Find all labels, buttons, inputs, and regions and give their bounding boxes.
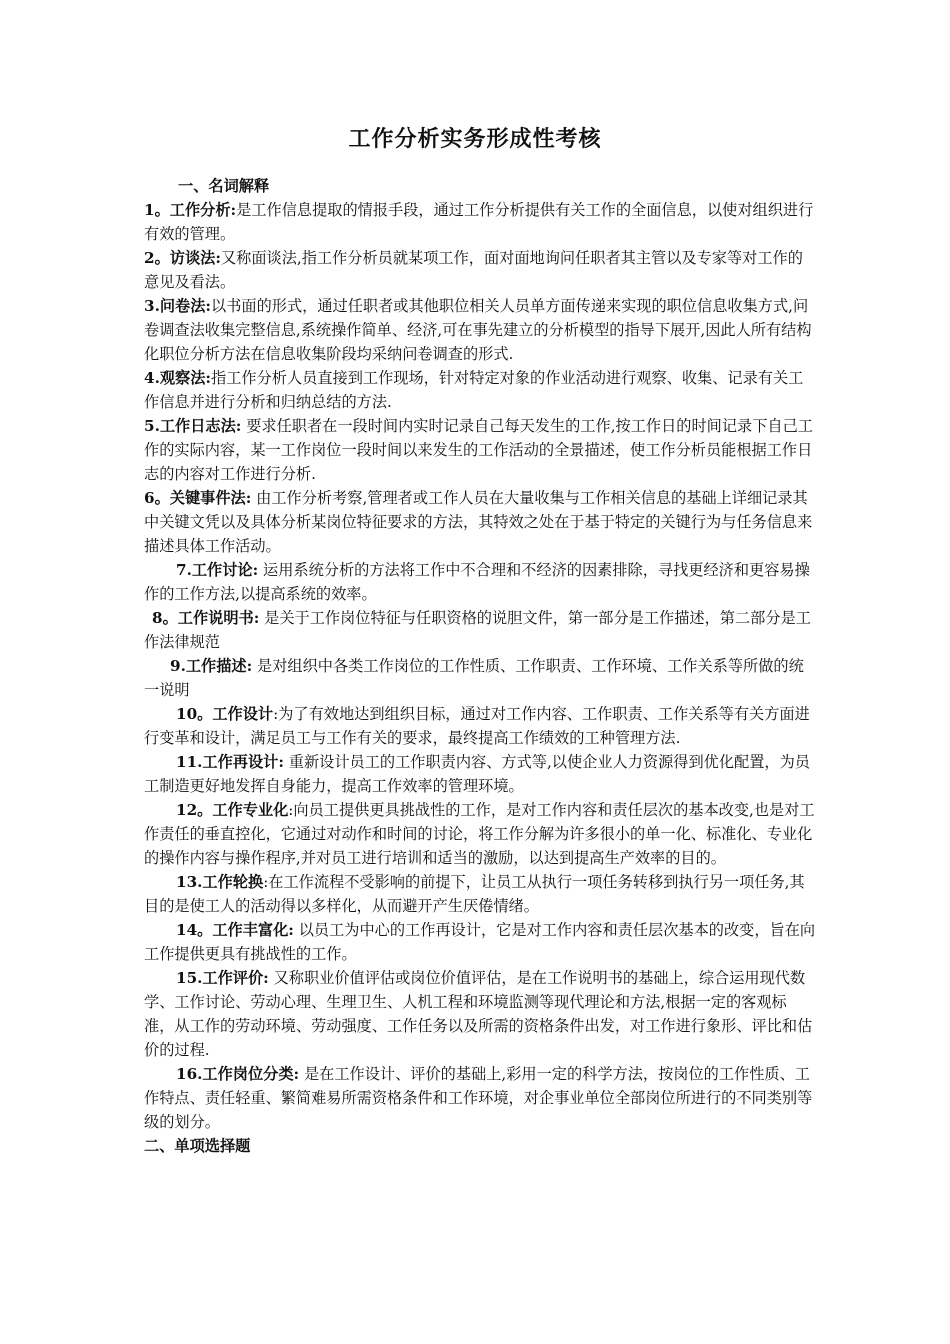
term-label: 4.观察法: <box>144 369 212 387</box>
term-definition: 又称面谈法,指工作分析员就某项工作，面对面地询问任职者其主管以及专家等对工作的意见及看法。 <box>144 249 803 291</box>
term-entry-3 <box>144 294 816 366</box>
term-entry-12 <box>144 798 816 870</box>
term-entry-9 <box>144 654 816 702</box>
section-heading-single-choice: 二、单项选择题 <box>144 1137 251 1155</box>
term-entry-1 <box>144 198 816 246</box>
term-label: 8。工作说明书: <box>152 609 260 627</box>
term-definition: :在工作流程不受影响的前提下，让员工从执行一项任务转移到执行另一项任务,其目的是使工人的活动得以多样化，从而避开产生厌倦情绪。 <box>144 873 805 915</box>
term-entry-7 <box>144 558 816 606</box>
term-label: 15.工作评价: <box>176 969 269 987</box>
term-label: 6。关键事件法: <box>144 489 252 507</box>
term-entry-16 <box>144 1062 816 1134</box>
term-entry-6 <box>144 486 816 558</box>
term-definition: 以员工为中心的工作再设计，它是对工作内容和责任层次基本的改变，旨在向工作提供更具有挑战性的工作。 <box>144 921 816 963</box>
term-definition: :为了有效地达到组织目标，通过对工作内容、工作职责、工作关系等有关方面进行变革和设计，满足员工与工作有关的要求，最终提高工作绩效的工种管理方法. <box>144 705 810 747</box>
term-entry-15 <box>144 966 816 1062</box>
term-definition: 重新设计员工的工作职责内容、方式等,以使企业人力资源得到优化配置，为员工制造更好地发挥自身能力，提高工作效率的管理环境。 <box>144 753 810 795</box>
term-entry-8 <box>144 606 816 654</box>
term-label: 13.工作轮换 <box>176 873 264 891</box>
term-definition: 是工作信息提取的情报手段，通过工作分析提供有关工作的全面信息，以使对组织进行有效的管理。 <box>144 201 814 243</box>
term-definition: 运用系统分析的方法将工作中不合理和不经济的因素排除，寻找更经济和更容易操作的工作方法,以提高系统的效率。 <box>144 561 810 603</box>
term-label: 11.工作再设计: <box>176 753 284 771</box>
term-definition: 由工作分析考察,管理者或工作人员在大量收集与工作相关信息的基础上详细记录其中关键文凭以及具体分析某岗位特征要求的方法，其特效之处在于基于特定的关键行为与任务信息来描述具体工作活动。 <box>144 489 813 555</box>
term-label: 2。访谈法: <box>144 249 221 267</box>
term-label: 3.问卷法: <box>144 297 212 315</box>
term-label: 14。工作丰富化: <box>176 921 294 939</box>
page-title: 工作分析实务形成性考核 <box>348 127 602 152</box>
section-heading-terms: 一、名词解释 <box>178 177 270 195</box>
term-label: 16.工作岗位分类: <box>176 1065 300 1083</box>
term-label: 10。工作设计 <box>176 705 274 723</box>
term-entry-5 <box>144 414 816 486</box>
term-definition: 指工作分析人员直接到工作现场，针对特定对象的作业活动进行观察、收集、记录有关工作信息并进行分析和归纳总结的方法. <box>144 369 804 411</box>
term-entry-11 <box>144 750 816 798</box>
term-entry-10 <box>144 702 816 750</box>
term-entry-13 <box>144 870 816 918</box>
term-entry-4 <box>144 366 816 414</box>
term-definition: 又称职业价值评估或岗位价值评估，是在工作说明书的基础上，综合运用现代数学、工作讨论、劳动心理、生理卫生、人机工程和环境监测等现代理论和方法,根据一定的客观标准，从工作的劳动环境、劳动强度、工作任务以及所需的资格条件出发，对工作进行象形、评比和估价的过程. <box>144 969 813 1059</box>
document-body <box>144 174 816 1158</box>
term-entry-14 <box>144 918 816 966</box>
term-definition: :向员工提供更具挑战性的工作，是对工作内容和责任层次的基本改变,也是对工作责任的垂直控化，它通过对动作和时间的讨论，将工作分解为许多很小的单一化、标准化、专业化的操作内容与操作程序,并对员工进行培训和适当的激励，以达到提高生产效率的目的。 <box>144 801 815 867</box>
term-definition: 是在工作设计、评价的基础上,彩用一定的科学方法，按岗位的工作性质、工作特点、责任轻重、繁简难易所需资格条件和工作环境，对企事业单位全部岗位所进行的不同类别等级的划分。 <box>144 1065 813 1131</box>
term-definition: 以书面的形式，通过任职者或其他职位相关人员单方面传递来实现的职位信息收集方式,问卷调查法收集完整信息,系统操作简单、经济,可在事先建立的分析模型的指导下展开,因此人所有结构化职位分析方法在信息收集阶段均采纳问卷调查的形式. <box>144 297 812 363</box>
term-label: 12。工作专业化 <box>176 801 289 819</box>
term-entry-2 <box>144 246 816 294</box>
term-definition: 是对组织中各类工作岗位的工作性质、工作职责、工作环境、工作关系等所做的统一说明 <box>144 657 804 699</box>
term-definition: 是关于工作岗位特征与任职资格的说胆文件，第一部分是工作描述，第二部分是工作法律规范 <box>144 609 811 651</box>
term-definition: 要求任职者在一段时间内实时记录自己每天发生的工作,按工作日的时间记录下自己工作的实际内容，某一工作岗位一段时间以来发生的工作活动的全景描述，使工作分析员能根据工作日志的内容对工作进行分析. <box>144 417 813 483</box>
term-label: 5.工作日志法: <box>144 417 242 435</box>
term-label: 7.工作讨论: <box>176 561 259 579</box>
term-label: 1。工作分析: <box>144 201 237 219</box>
term-label: 9.工作描述: <box>170 657 253 675</box>
